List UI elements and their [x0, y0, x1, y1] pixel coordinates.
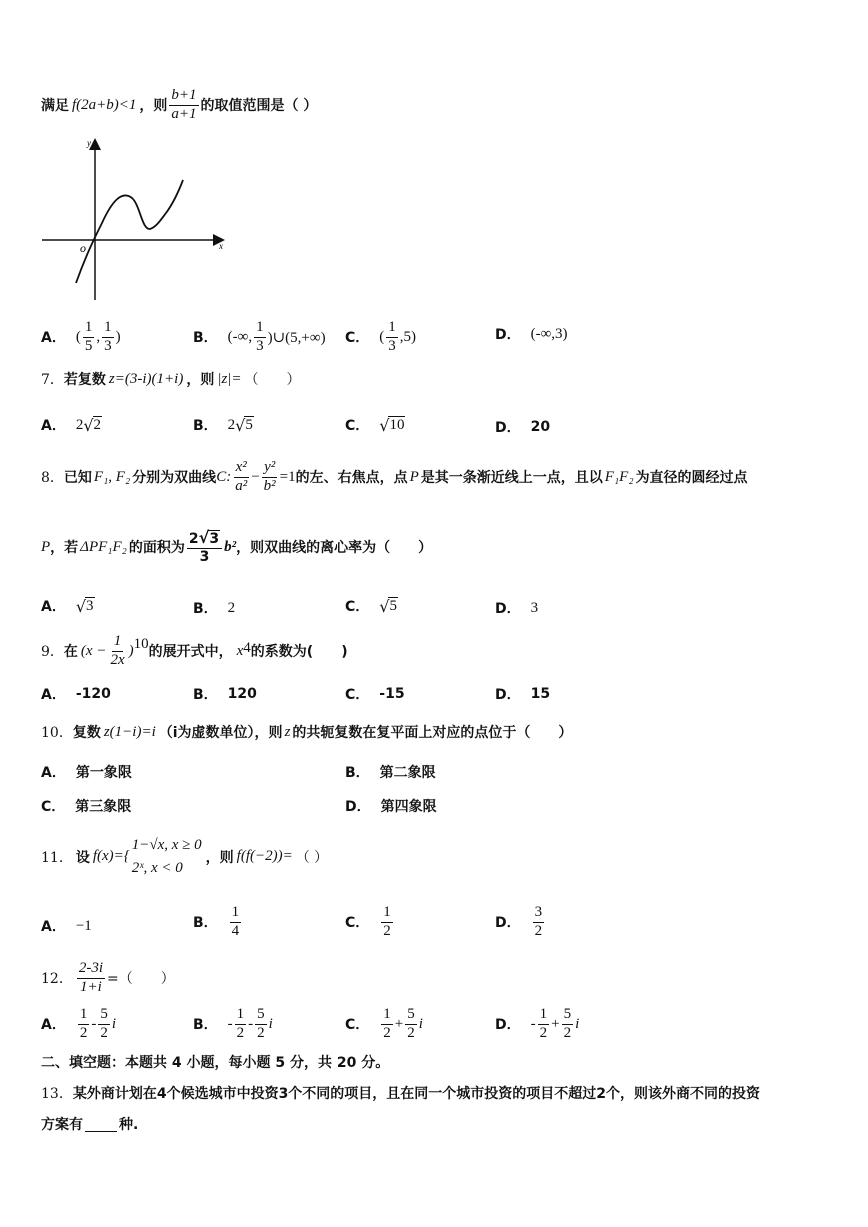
q8-stem-line2: P ，若 ΔPF₁F₂ 的面积为 $\frac{2√3}{3}$ b² ，则双曲线的离心率为（ ）	[41, 528, 433, 565]
q7-option-b[interactable]: B． 2 √ 5	[193, 415, 253, 435]
q11-option-a[interactable]: A． −1	[41, 917, 92, 935]
q9-option-d[interactable]: D． 15	[495, 686, 551, 703]
q7-option-a[interactable]: A． 2 √ 2	[41, 415, 102, 435]
q10-option-d[interactable]: D． 第四象限	[345, 799, 437, 815]
q10-option-a[interactable]: A． 第一象限	[41, 765, 132, 781]
q13-line1: 13． 某外商计划在4个候选城市中投资3个不同的项目，且在同一个城市投资的项目不超过2个，则该外商不同的投资	[41, 1086, 761, 1102]
q6-fraction: $\frac{b+1}{a+1}$	[171, 87, 197, 122]
origin-label: o	[80, 241, 86, 255]
q12-option-d[interactable]: D． - $\frac{1}{2}$ + $\frac{5}{2}$ i	[495, 1006, 580, 1041]
q10-stem: 10． 复数 z(1−i)=i （i为虚数单位），则 z 的共轭复数在复平面上对应的点位于（ ）	[41, 723, 573, 741]
q11-stem: 11． 设 f(x)={ 1−√x, x ≥ 0 2ˣ, x < 0 ，则 f(f(−2))= （ ）	[41, 834, 328, 879]
q11-option-d[interactable]: D． $\frac{3}{2}$	[495, 904, 543, 939]
function-curve	[76, 180, 183, 283]
q12-option-b[interactable]: B． - $\frac{1}{2}$ - $\frac{5}{2}$ i	[193, 1006, 273, 1041]
q12-stem: 12． $\frac{2-3i}{1+i}$ =（ ）	[41, 960, 175, 995]
q9-stem: 9． 在 (x − $\frac{1}{2x}$ ) 10 的展开式中， x 4 的系数为( )	[41, 633, 348, 668]
q11-option-c[interactable]: C． $\frac{1}{2}$	[345, 904, 391, 939]
q12-option-a[interactable]: A． $\frac{1}{2}$ - $\frac{5}{2}$ i	[41, 1006, 117, 1041]
q8-option-b[interactable]: B． 2	[193, 599, 236, 617]
section-title: 二、填空题：本题共 4 小题，每小题 5 分，共 20 分。	[41, 1055, 390, 1071]
q8-option-a[interactable]: A． √ 3	[41, 596, 94, 616]
q8-option-d[interactable]: D． 3	[495, 599, 539, 617]
x-axis-label: x	[219, 241, 223, 251]
q11-option-b[interactable]: B． $\frac{1}{4}$	[193, 904, 240, 939]
q13-line2: 方案有 种.	[41, 1117, 139, 1133]
q8-area-fraction: $\frac{2√3}{3}$	[187, 530, 222, 564]
q9-option-a[interactable]: A． -120	[41, 686, 111, 703]
q12-option-c[interactable]: C． $\frac{1}{2}$ + $\frac{5}{2}$ i	[345, 1006, 423, 1041]
q7-option-d[interactable]: D． 20	[495, 419, 551, 436]
y-axis-label: y	[87, 138, 91, 148]
q11-piecewise: 1−√x, x ≥ 0 2ˣ, x < 0	[131, 837, 202, 876]
answer-blank[interactable]	[85, 1117, 117, 1132]
q6-option-d[interactable]: D． (-∞,3)	[495, 325, 568, 343]
q9-option-c[interactable]: C． -15	[345, 686, 405, 703]
q10-option-b[interactable]: B． 第二象限	[345, 765, 436, 781]
q10-option-c[interactable]: C． 第三象限	[41, 799, 132, 815]
q8-option-c[interactable]: C． √ 5	[345, 596, 397, 616]
q8-stem-line1: 8． 已知 F₁, F₂ 分别为双曲线 C: $\frac{\text{x²}}{\text{a²}}$ − $\frac{\text{y²}}{\text{b²}}$ =1 的左、右焦点，点 P 是其一条渐近线上一点，且以 F₁F₂ 为直径的圆经过点	[41, 459, 748, 494]
q6-option-b[interactable]: B． (-∞, $\frac{1}{3}$ )∪(5,+∞)	[193, 319, 326, 354]
q6-function-graph	[40, 135, 230, 305]
q9-option-b[interactable]: B． 120	[193, 686, 257, 703]
q6-stem: 满足 f(2a+b)<1 ，则 $\frac{b+1}{a+1}$ 的取值范围是（ ）	[41, 87, 318, 122]
q7-stem: 7． 若复数 z=(3-i)(1+i) ，则 |z|= （ ）	[41, 370, 301, 388]
q7-option-c[interactable]: C． √ 10	[345, 415, 405, 435]
q6-option-c[interactable]: C． ( $\frac{1}{3}$ ,5)	[345, 319, 417, 354]
q6-option-a[interactable]: A． ( $\frac{1}{5}$ , $\frac{1}{3}$ )	[41, 319, 121, 354]
